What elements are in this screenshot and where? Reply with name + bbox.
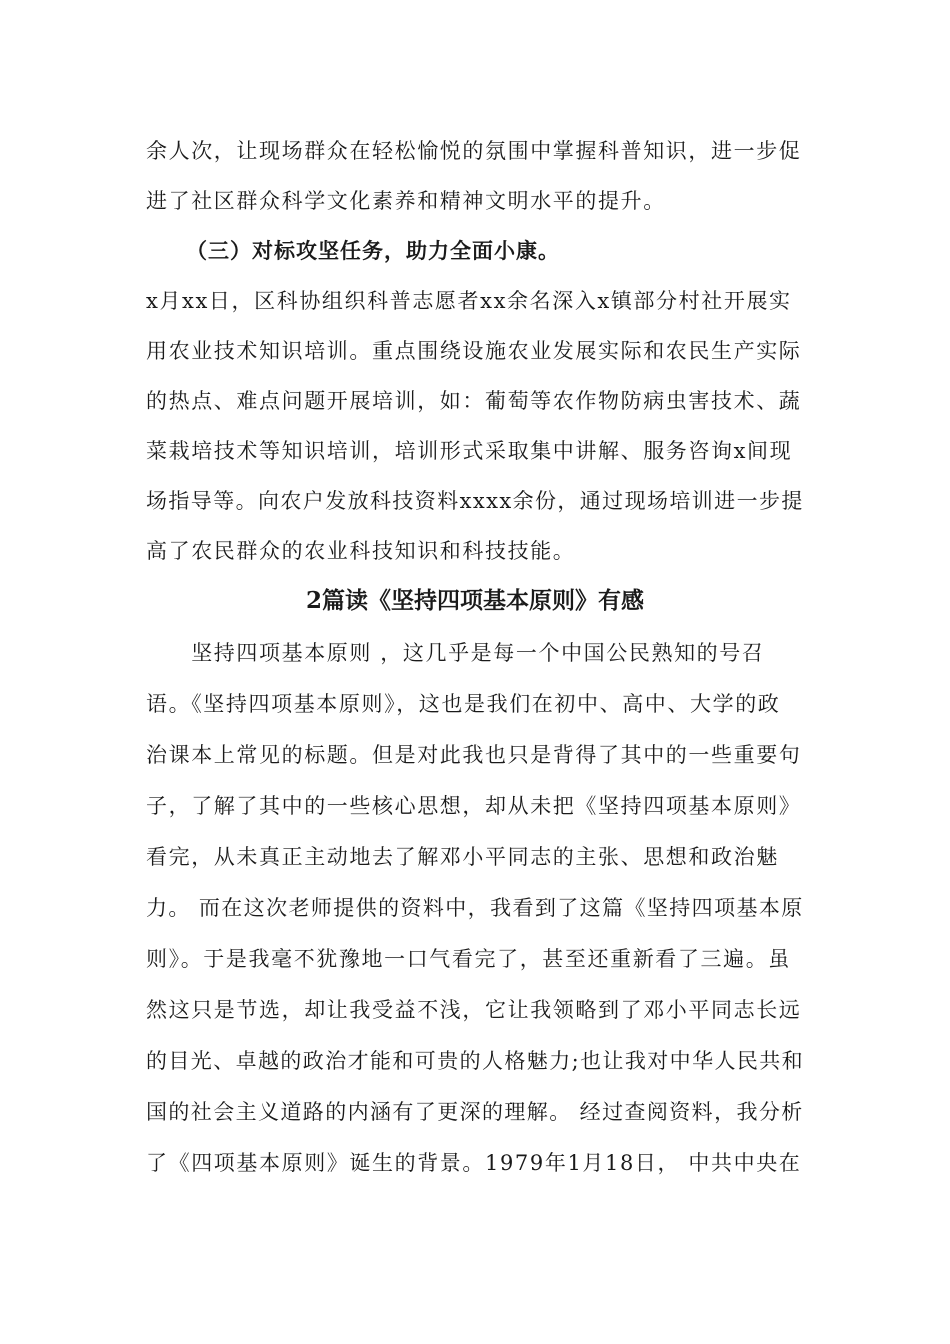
paragraph-line: 则》。于是我毫不犹豫地一口气看完了，甚至还重新看了三遍。虽 xyxy=(146,947,791,971)
paragraph-line: 的目光、卓越的政治才能和可贵的人格魅力;也让我对中华人民共和 xyxy=(146,1049,805,1073)
paragraph-line: 了《四项基本原则》诞生的背景。1979年1月18日， 中共中央在 xyxy=(146,1151,802,1175)
paragraph-line: 进了社区群众科学文化素养和精神文明水平的提升。 xyxy=(146,189,666,213)
article-title: 2篇读《坚持四项基本原则》有感 xyxy=(305,587,644,614)
paragraph-line: 高了农民群众的农业科技知识和科技技能。 xyxy=(146,539,576,563)
paragraph-line: 然这只是节选，却让我受益不浅，它让我领略到了邓小平同志长远 xyxy=(146,998,802,1022)
paragraph-line: 菜栽培技术等知识培训，培训形式采取集中讲解、服务咨询x间现 xyxy=(146,439,793,463)
paragraph-line: 治课本上常见的标题。但是对此我也只是背得了其中的一些重要句 xyxy=(146,743,802,767)
paragraph-line: 场指导等。向农户发放科技资料xxxx余份，通过现场培训进一步提 xyxy=(146,489,804,513)
paragraph-line: 语。《坚持四项基本原则》，这也是我们在初中、高中、大学的政 xyxy=(146,692,781,716)
paragraph-line: x月xx日，区科协组织科普志愿者xx余名深入x镇部分村社开展实 xyxy=(146,289,792,313)
paragraph-line: 看完，从未真正主动地去了解邓小平同志的主张、思想和政治魅 xyxy=(146,845,779,869)
paragraph-line: 的热点、难点问题开展培训，如：葡萄等农作物防病虫害技术、蔬 xyxy=(146,389,802,413)
paragraph-line: 用农业技术知识培训。重点围绕设施农业发展实际和农民生产实际 xyxy=(146,339,802,363)
paragraph-line: 子，了解了其中的一些核心思想，却从未把《坚持四项基本原则》 xyxy=(146,794,802,818)
section-heading: （三）对标攻坚任务，助力全面小康。 xyxy=(186,238,560,263)
paragraph-line: 国的社会主义道路的内涵有了更深的理解。 经过查阅资料，我分析 xyxy=(146,1100,804,1124)
paragraph-line: 力。 而在这次老师提供的资料中，我看到了这篇《坚持四项基本原 xyxy=(146,896,804,920)
paragraph-line: 坚持四项基本原则 ，这几乎是每一个中国公民熟知的号召 xyxy=(146,641,765,665)
paragraph-line: 余人次，让现场群众在轻松愉悦的氛围中掌握科普知识，进一步促 xyxy=(146,139,802,163)
